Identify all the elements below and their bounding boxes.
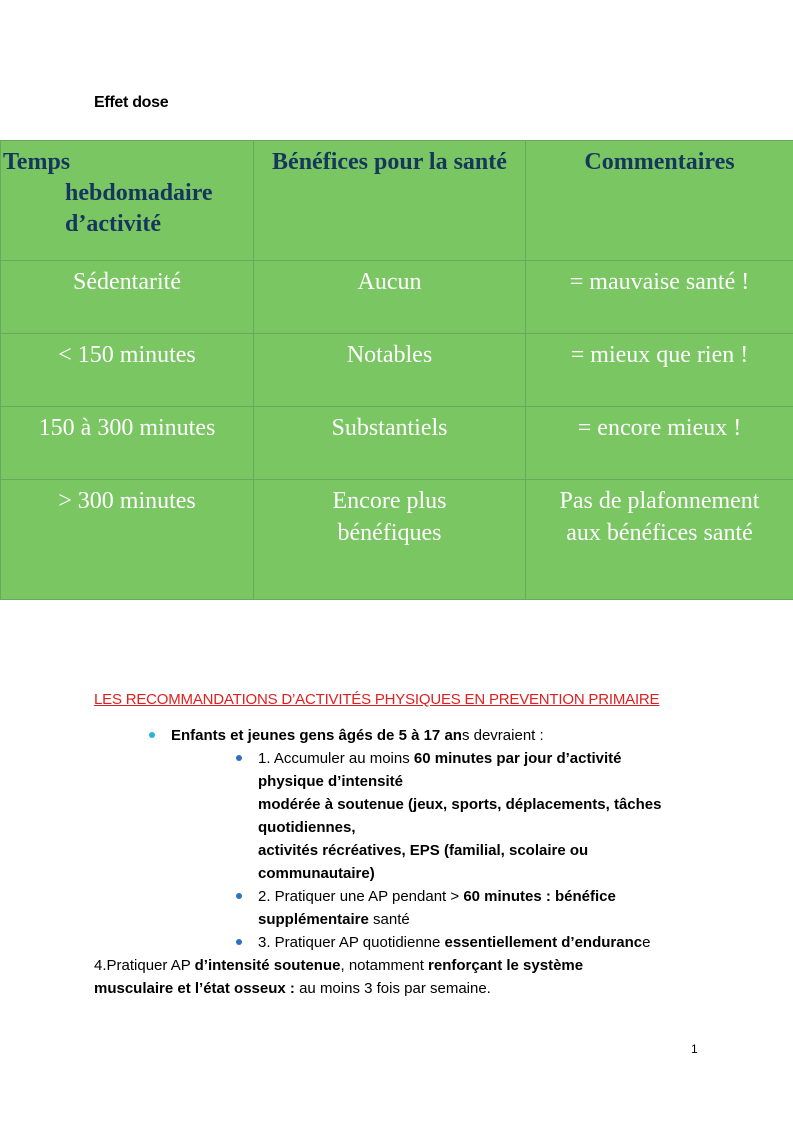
item-line	[0, 977, 793, 1000]
list-item-3	[0, 931, 718, 954]
header-temps-line: d’activité	[65, 211, 161, 237]
cell-benefices	[254, 334, 526, 407]
item-bold-text: supplémentaire	[258, 911, 369, 928]
cell-text: < 150 minutes	[58, 342, 196, 368]
item-bold-text: renforçant le système	[428, 957, 584, 974]
item-text: 2. Pratiquer une AP pendant >	[258, 888, 464, 905]
list-item-intro	[0, 724, 793, 747]
page-number: 1	[691, 1042, 698, 1056]
cell-commentaires	[526, 407, 793, 480]
cell-text: Notables	[346, 342, 433, 368]
list-item-2	[0, 885, 718, 931]
cell-benefices	[254, 407, 526, 480]
item-bold-text: essentiellement d’enduranc	[444, 934, 643, 951]
item-bold-text: musculaire et l’état osseux :	[94, 980, 295, 997]
intro-bold-text: Enfants et jeunes gens âgés de 5 à 17 an	[171, 727, 462, 744]
recommendations-list	[0, 724, 793, 1000]
item-bold-text: modérée à soutenue (jeux, sports, déplacements, tâches	[258, 796, 662, 813]
table-header-row	[1, 141, 793, 261]
cell-benefices	[254, 261, 526, 334]
table-row	[1, 261, 793, 334]
recommendations-title: LES RECOMMANDATIONS D’ACTIVITÉS PHYSIQUES EN PREVENTION PRIMAIRE	[94, 691, 660, 708]
item-line	[258, 908, 718, 931]
list-item-4	[0, 954, 793, 1000]
item-text: , notamment	[340, 957, 429, 974]
item-line	[0, 954, 793, 977]
intro-text: s devraient :	[461, 727, 544, 744]
cell-temps	[1, 261, 254, 334]
item-text: au moins 3 fois par semaine.	[294, 980, 491, 997]
header-benefices-line: Bénéfices pour la	[272, 149, 448, 175]
item-line	[258, 747, 718, 770]
cell-text: aux bénéfices santé	[566, 520, 753, 546]
header-commentaires	[526, 141, 793, 261]
item-bold-text: physique d’intensité	[258, 773, 404, 790]
cell-text: Aucun	[357, 269, 422, 295]
dose-effect-table	[0, 140, 793, 600]
cell-text: Pas de plafonnement	[559, 488, 760, 514]
item-bold-text: quotidiennes,	[258, 819, 356, 836]
item-line	[258, 885, 718, 908]
cell-text: 150 à 300 minutes	[38, 415, 216, 441]
cell-commentaires	[526, 480, 793, 600]
cell-text: = mieux que rien !	[570, 342, 749, 368]
item-text: santé	[368, 911, 410, 928]
item-text: e	[642, 934, 651, 951]
cell-temps	[1, 407, 254, 480]
item-bold-text: activités récréatives, EPS (familial, scolaire ou	[258, 842, 589, 859]
table-row	[1, 334, 793, 407]
header-temps-line: hebdomadaire	[65, 180, 213, 206]
item-bold-text: 60 minutes par jour d’activité	[413, 750, 622, 767]
table-row	[1, 407, 793, 480]
bullet-icon	[236, 939, 242, 945]
cell-text: Sédentarité	[73, 269, 181, 295]
cell-commentaires	[526, 334, 793, 407]
cell-commentaires	[526, 261, 793, 334]
cell-text: Encore plus	[332, 488, 447, 514]
item-text: 1. Accumuler au moins	[258, 750, 414, 767]
item-text: 3. Pratiquer AP quotidienne	[258, 934, 445, 951]
page-heading: Effet dose	[94, 94, 169, 111]
header-commentaires-line: Commentaires	[584, 149, 735, 175]
list-item-1	[0, 747, 718, 885]
header-temps-line: Temps	[3, 149, 71, 175]
cell-text: = mauvaise santé !	[569, 269, 750, 295]
cell-benefices	[254, 480, 526, 600]
cell-text: > 300 minutes	[58, 488, 196, 514]
item-bold-text: d’intensité soutenue	[194, 957, 341, 974]
item-bold-text: 60 minutes : bénéfice	[463, 888, 616, 905]
bullet-icon	[149, 732, 155, 738]
table-row	[1, 480, 793, 600]
bullet-icon	[236, 893, 242, 899]
header-benefices	[254, 141, 526, 261]
cell-text: bénéfiques	[337, 520, 442, 546]
cell-text: = encore mieux !	[577, 415, 742, 441]
cell-text: Substantiels	[331, 415, 448, 441]
bullet-icon	[236, 755, 242, 761]
item-text: 4.Pratiquer AP	[94, 957, 195, 974]
item-line	[258, 931, 718, 954]
item-bold-text: communautaire)	[258, 865, 375, 882]
header-temps	[1, 141, 254, 261]
header-benefices-line: santé	[453, 149, 507, 175]
cell-temps	[1, 480, 254, 600]
cell-temps	[1, 334, 254, 407]
